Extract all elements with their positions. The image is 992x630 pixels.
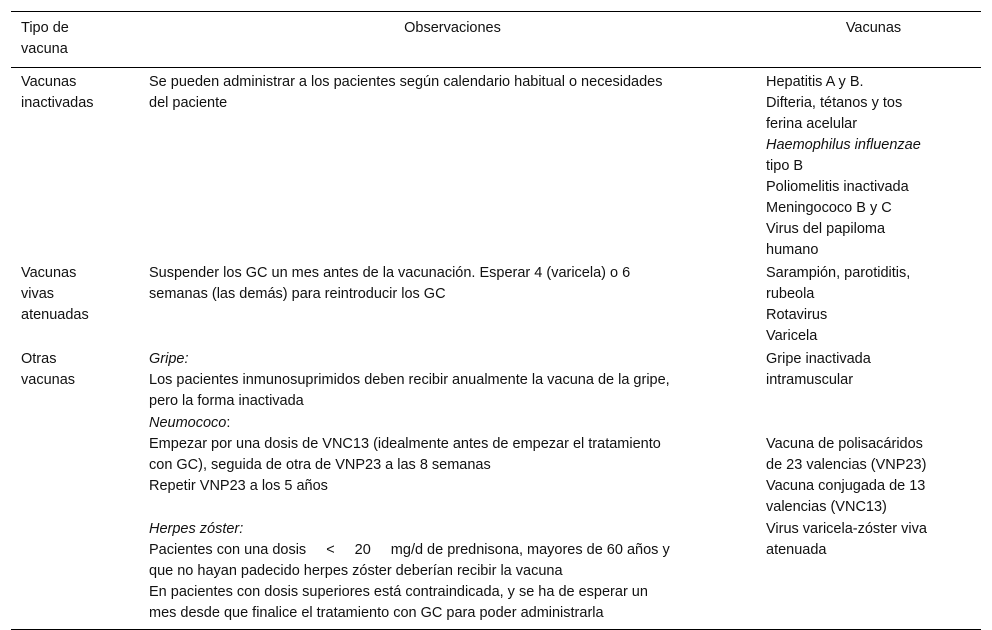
- cell-observaciones: [139, 263, 756, 347]
- cell-tipo: [11, 349, 139, 624]
- table-row: [11, 349, 981, 629]
- cell-text: Virus varicela-zóster viva: [766, 521, 927, 537]
- cell-vacunas: [756, 72, 981, 261]
- header-vacunas: Vacunas: [845, 20, 902, 36]
- cell-text: tipo B: [766, 158, 804, 174]
- cell-text: Vacuna de polisacáridos: [766, 436, 923, 452]
- cell-text: Suspender los GC un mes antes de la vacunación. Esperar 4 (varicela) o 6: [149, 265, 631, 281]
- cell-text: Sarampión, parotiditis,: [766, 265, 911, 281]
- cell-text: humano: [766, 242, 819, 258]
- gripe-title: Gripe:: [149, 351, 189, 367]
- neumococo-title: Neumococo: [149, 415, 227, 431]
- cell-text: vacunas: [21, 372, 76, 388]
- cell-text: Hepatitis A y B.: [766, 74, 864, 90]
- cell-text: ferina acelular: [766, 116, 858, 132]
- cell-text: Poliomelitis inactivada: [766, 179, 909, 195]
- cell-text: intramuscular: [766, 372, 854, 388]
- cell-text: Vacunas: [21, 265, 77, 281]
- cell-text: Varicela: [766, 328, 818, 344]
- cell-text: rubeola: [766, 286, 815, 302]
- cell-text: Otras: [21, 351, 57, 367]
- table-row: [11, 68, 981, 261]
- header-tipo-line: Tipo de: [21, 20, 69, 36]
- cell-vacunas: [756, 349, 981, 412]
- cell-tipo: [11, 263, 139, 347]
- other-vaccines-group: [139, 349, 981, 624]
- dose-suffix: mg/d de prednisona, mayores de 60 años y: [390, 542, 670, 558]
- gripe-subrow: [139, 349, 981, 412]
- cell-text: Virus del papiloma: [766, 221, 886, 237]
- cell-observaciones: [139, 413, 756, 518]
- cell-vacunas: [756, 413, 981, 518]
- cell-text: Vacunas: [21, 74, 77, 90]
- cell-text: mes desde que finalice el tratamiento con GC para poder administrarla: [149, 605, 604, 621]
- cell-text: semanas (las demás) para reintroducir los GC: [149, 286, 446, 302]
- cell-text: Empezar por una dosis de VNC13 (idealmente antes de empezar el tratamiento: [149, 436, 661, 452]
- cell-observaciones: [139, 349, 756, 412]
- neumococo-subrow: [139, 413, 981, 518]
- cell-text: Meningococo B y C: [766, 200, 892, 216]
- cell-text: de 23 valencias (VNP23): [766, 457, 927, 473]
- cell-text: vivas: [21, 286, 55, 302]
- header-observaciones: Observaciones: [404, 20, 501, 36]
- cell-text: pero la forma inactivada: [149, 393, 304, 409]
- neumococo-colon: :: [226, 415, 231, 431]
- table-row: [11, 263, 981, 347]
- cell-observaciones: [139, 519, 756, 624]
- cell-text-italic: Haemophilus influenzae: [766, 137, 921, 153]
- herpes-subrow: [139, 519, 981, 624]
- cell-text: inactivadas: [21, 95, 94, 111]
- dose-value: 20: [354, 542, 371, 558]
- cell-text: Los pacientes inmunosuprimidos deben recibir anualmente la vacuna de la gripe,: [149, 372, 670, 388]
- cell-text: Repetir VNP23 a los 5 años: [149, 478, 328, 494]
- cell-text: Gripe inactivada: [766, 351, 871, 367]
- cell-text: con GC), seguida de otra de VNP23 a las 8 semanas: [149, 457, 491, 473]
- cell-observaciones: [139, 72, 756, 261]
- cell-text: valencias (VNC13): [766, 499, 887, 515]
- table-header: [11, 12, 981, 68]
- cell-text: Se pueden administrar a los pacientes según calendario habitual o necesidades: [149, 74, 663, 90]
- cell-text: Vacuna conjugada de 13: [766, 478, 926, 494]
- herpes-title: Herpes zóster:: [149, 521, 244, 537]
- cell-tipo: [11, 72, 139, 261]
- cell-text: del paciente: [149, 95, 228, 111]
- dose-prefix: Pacientes con una dosis: [149, 542, 307, 558]
- vaccine-table: [11, 11, 981, 630]
- dose-lt: <: [326, 542, 335, 558]
- cell-spacer: [766, 413, 981, 434]
- cell-text: atenuada: [766, 542, 827, 558]
- neumococo-title-line: [149, 413, 756, 434]
- cell-text: En pacientes con dosis superiores está contraindicada, y se ha de esperar un: [149, 584, 648, 600]
- cell-text: que no hayan padecido herpes zóster deberían recibir la vacuna: [149, 563, 563, 579]
- header-tipo-line: vacuna: [21, 41, 68, 57]
- cell-vacunas: [756, 519, 981, 624]
- header-tipo: [11, 18, 139, 60]
- cell-vacunas: [756, 263, 981, 347]
- herpes-dose-line: [149, 540, 756, 561]
- cell-text: Rotavirus: [766, 307, 828, 323]
- cell-text: atenuadas: [21, 307, 89, 323]
- cell-text: Difteria, tétanos y tos: [766, 95, 903, 111]
